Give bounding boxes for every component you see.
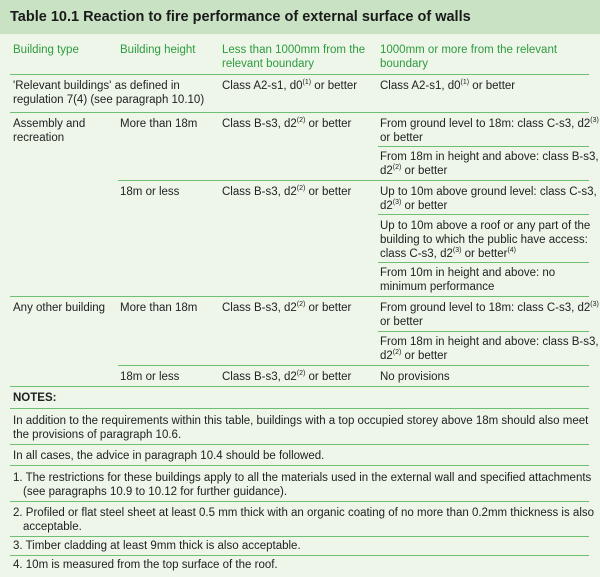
assembly-type-line2: recreation — [13, 132, 65, 144]
notes-divider — [10, 555, 589, 556]
subrow-divider — [378, 262, 589, 263]
other-height-18m-or-less: 18m or less — [120, 371, 180, 383]
header-1000mm-or-more-line2: boundary — [380, 58, 428, 70]
assembly-less18-roof-access-line3: class C-s3, d2$^{(3)}$ or better$^{(4)}$ — [380, 247, 517, 260]
relevant-buildings-type-line2: regulation 7(4) (see paragraph 10.10) — [13, 94, 205, 106]
notes-paragraph-2: In all cases, the advice in paragraph 10.4 should be followed. — [13, 450, 325, 462]
other-less18-1000mm-or-more: No provisions — [380, 371, 450, 383]
assembly-height-more-than-18m: More than 18m — [120, 118, 198, 130]
other-more18-above-18m-line1: From 18m in height and above: class B-s3, — [380, 336, 599, 348]
header-less-than-1000mm-line1: Less than 1000mm from the — [222, 44, 366, 56]
notes-divider — [10, 465, 589, 466]
notes-divider — [10, 536, 589, 537]
header-divider — [10, 74, 589, 75]
other-less18-less-than-1000mm: Class B-s3, d2$^{(2)}$ or better — [222, 370, 352, 383]
subrow-divider — [378, 331, 589, 332]
relevant-buildings-1000mm-or-more: Class A2-s1, d0$^{(1)}$ or better — [380, 79, 516, 92]
assembly-type-line1: Assembly and — [13, 118, 86, 130]
other-building-type: Any other building — [13, 302, 106, 314]
notes-paragraph-1-line2: the provisions of paragraph 10.6. — [13, 429, 182, 441]
header-less-than-1000mm-line2: relevant boundary — [222, 58, 315, 70]
assembly-more18-above-18m-line2: d2$^{(2)}$ or better — [380, 164, 448, 177]
header-building-type: Building type — [13, 44, 79, 56]
header-building-height: Building height — [120, 44, 196, 56]
assembly-less18-roof-access-line2: building to which the public have access: — [380, 234, 588, 246]
assembly-less18-less-than-1000mm: Class B-s3, d2$^{(2)}$ or better — [222, 185, 352, 198]
assembly-height-18m-or-less: 18m or less — [120, 186, 180, 198]
note-1-line1: 1. The restrictions for these buildings apply to all the materials used in the external wall and specified attachments — [13, 472, 592, 484]
assembly-more18-less-than-1000mm: Class B-s3, d2$^{(2)}$ or better — [222, 117, 352, 130]
assembly-more18-above-18m-line1: From 18m in height and above: class B-s3, — [380, 151, 599, 163]
notes-divider — [10, 501, 589, 502]
notes-divider — [10, 444, 589, 445]
row-divider-relevant — [10, 112, 589, 113]
other-more18-ground-to-18m-line2: or better — [380, 316, 423, 328]
assembly-more18-ground-to-18m-line1: From ground level to 18m: class C-s3, d2$^{(3)}$ — [380, 117, 599, 130]
table-title: Table 10.1 Reaction to fire performance of external surface of walls — [10, 9, 471, 25]
subrow-divider — [378, 146, 589, 147]
assembly-less18-up-to-10m-line1: Up to 10m above ground level: class C-s3, — [380, 186, 597, 198]
assembly-less18-up-to-10m-line2: d2$^{(3)}$ or better — [380, 199, 448, 212]
notes-heading-divider — [10, 408, 589, 409]
assembly-more18-ground-to-18m-line2: or better — [380, 132, 423, 144]
row-divider-assembly — [10, 296, 589, 297]
note-2-line2: acceptable. — [23, 521, 82, 533]
notes-divider — [10, 386, 589, 387]
header-1000mm-or-more-line1: 1000mm or more from the relevant — [380, 44, 558, 56]
note-1-line2: (see paragraphs 10.9 to 10.12 for further guidance). — [23, 486, 288, 498]
relevant-buildings-less-than-1000mm: Class A2-s1, d0$^{(1)}$ or better — [222, 79, 358, 92]
notes-paragraph-1-line1: In addition to the requirements within this table, buildings with a top occupied storey above 18m should also meet — [13, 415, 589, 427]
assembly-less18-roof-access-line1: Up to 10m above a roof or any part of the — [380, 220, 591, 232]
assembly-less18-above-10m-line2: minimum performance — [380, 281, 495, 293]
note-4: 4. 10m is measured from the top surface of the roof. — [13, 559, 278, 571]
other-height-more-than-18m: More than 18m — [120, 302, 198, 314]
other-more18-less-than-1000mm: Class B-s3, d2$^{(2)}$ or better — [222, 301, 352, 314]
other-more18-above-18m-line2: d2$^{(2)}$ or better — [380, 349, 448, 362]
note-3: 3. Timber cladding at least 9mm thick is also acceptable. — [13, 540, 301, 552]
notes-heading: NOTES: — [13, 392, 57, 404]
table-title-bar — [0, 0, 600, 34]
relevant-buildings-type-line1: 'Relevant buildings' as defined in — [13, 80, 180, 92]
row-divider-assembly-height — [118, 180, 589, 181]
note-2-line1: 2. Profiled or flat steel sheet at least 0.5 mm thick with an organic coating of no more than 0.2mm thickness is also — [13, 507, 595, 519]
row-divider-other-height — [118, 365, 589, 366]
assembly-less18-above-10m-line1: From 10m in height and above: no — [380, 267, 556, 279]
subrow-divider — [378, 214, 589, 215]
other-more18-ground-to-18m-line1: From ground level to 18m: class C-s3, d2$^{(3)}$ — [380, 301, 599, 314]
